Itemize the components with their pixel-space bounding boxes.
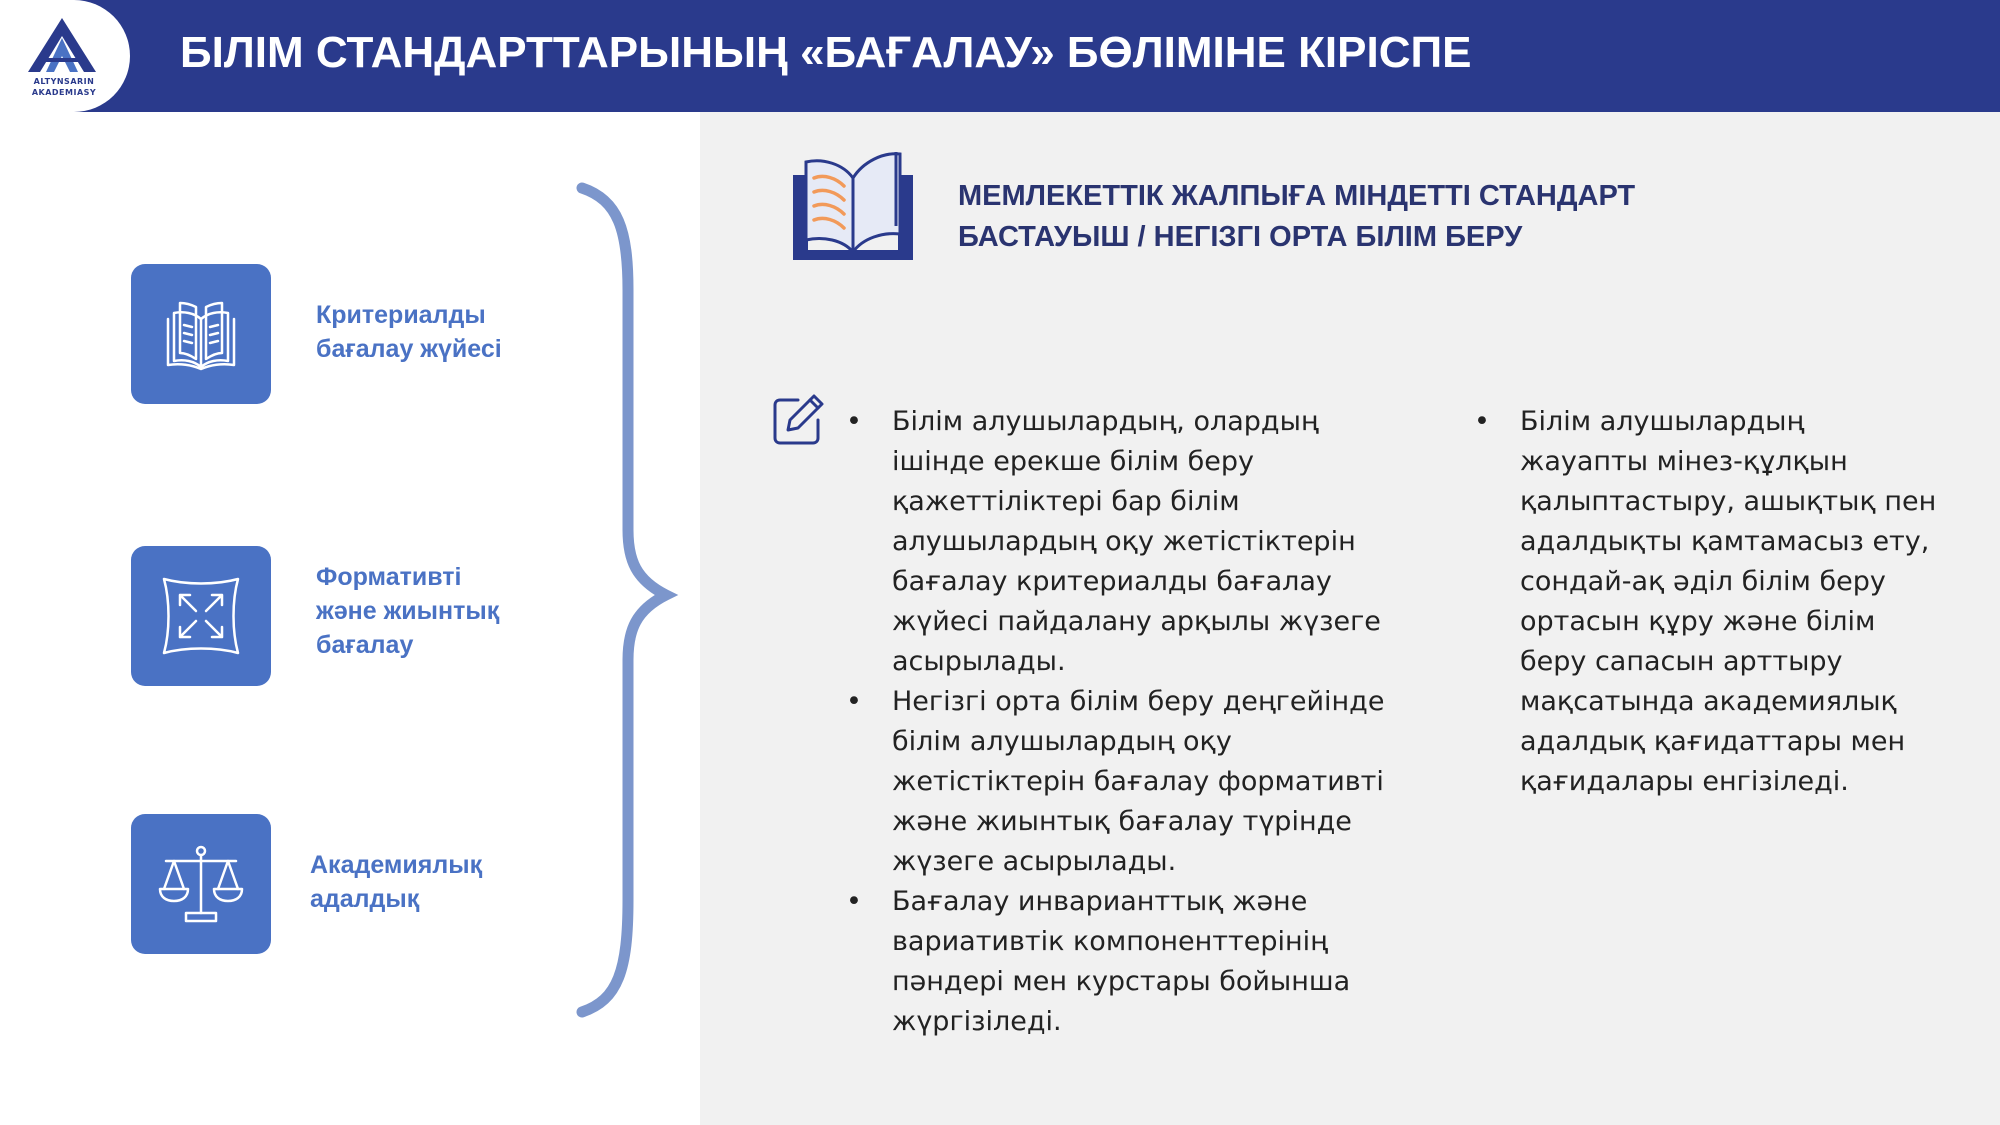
criteria-assessment-tile (131, 264, 271, 404)
book-icon (788, 150, 918, 265)
scales-icon (156, 839, 246, 929)
page-title: БІЛІМ СТАНДАРТТАРЫНЫҢ «БАҒАЛАУ» БӨЛІМІНЕ КІРІСПЕ (180, 28, 1472, 77)
criteria-assessment-label: Критериалды бағалау жүйесі (316, 301, 502, 363)
list-item: • Негізгі орта білім беру деңгейінде білім алушылардың оқу жетістіктерін бағалау формативті және жиынтық бағалау түрінде жүзеге асырылады. (846, 682, 1426, 882)
expand-arrows-icon (156, 571, 246, 661)
logo-mark-icon (24, 16, 100, 72)
edit-icon (770, 392, 826, 448)
standard-heading: МЕМЛЕКЕТТІК ЖАЛПЫҒА МІНДЕТТІ СТАНДАРТ БАСТАУЫШ / НЕГІЗГІ ОРТА БІЛІМ БЕРУ (958, 180, 1636, 253)
list-item: • Бағалау инварианттық және вариативтік компоненттерінің пәндері мен курстары бойынша жүргізіледі. (846, 882, 1426, 1042)
formative-summative-tile (131, 546, 271, 686)
academic-integrity-tile (131, 814, 271, 954)
list-item: • Білім алушылардың, олардың ішінде ерекше білім беру қажеттіліктері бар білім алушылардың оқу жетістіктерін бағалау критериалды бағалау жүйесі пайдалану арқылы жүзеге асырылады. (846, 402, 1426, 682)
logo-text-line1: ALTYNSARIN (33, 77, 95, 86)
academic-integrity-label: Академиялық адалдық (310, 851, 483, 913)
list-item: • Білім алушылардың жауапты мінез-құлқын қалыптастыру, ашықтық пен адалдықты қамтамасыз ету, сондай-ақ әділ білім беру ортасын құру және білім беру сапасын арттыру мақсатында академиялық адалдық қағидаттары мен қағидалары енгізіледі. (1474, 402, 1974, 802)
left-bullet-list (846, 402, 1426, 1042)
curly-brace (560, 180, 680, 1020)
open-book-icon (156, 289, 246, 379)
logo (0, 0, 130, 112)
logo-text-line2: AKADEMIASY (31, 88, 97, 97)
header-bar (0, 0, 2000, 112)
right-bullet-list (1474, 402, 1974, 802)
formative-summative-label: Формативті және жиынтық бағалау (316, 563, 500, 659)
